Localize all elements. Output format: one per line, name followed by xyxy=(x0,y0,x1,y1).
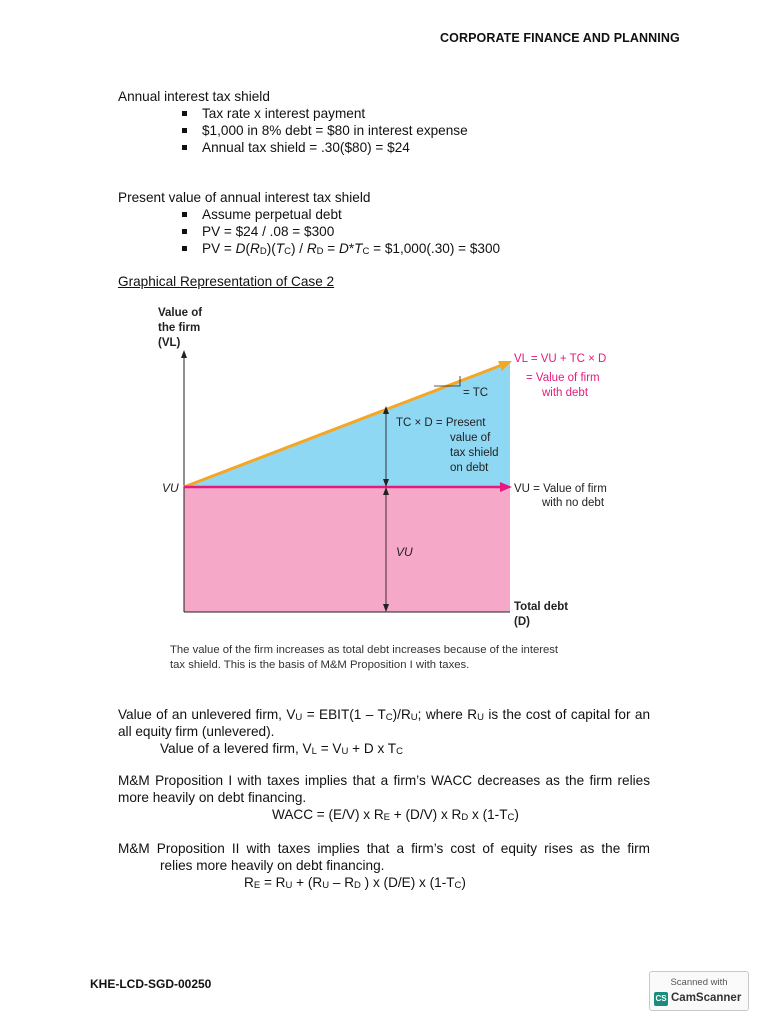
y-axis-arrow xyxy=(181,350,187,358)
bullet-item: PV = $24 / .08 = $300 xyxy=(182,223,650,240)
paragraph-mm-proposition-2 xyxy=(118,840,650,891)
levered-value-formula: Value of a levered firm, $V_L = V_U + D$ x $T_C$ xyxy=(160,741,403,757)
pink-area-unlevered-value xyxy=(184,487,510,612)
section-pv-tax-shield xyxy=(118,189,650,257)
section-heading: Present value of annual interest tax shield xyxy=(118,190,371,205)
wacc-formula: WACC = (E/V) x $R_E + (D/V)$ x $R_D$ x $(1-T_C)$ xyxy=(272,807,519,823)
graph-heading: Graphical Representation of Case 2 xyxy=(118,274,335,289)
bullet-item: PV = $D(R_D)(T_C) / R_D = D*T_C$ = $1,000(.30) = $300 xyxy=(182,240,650,257)
vu-axis-label: VU xyxy=(162,481,179,495)
bullet-item: Tax rate x interest payment xyxy=(182,105,650,122)
shield-label: TC × D = Present value of tax shield on debt xyxy=(396,417,499,474)
figure-caption: The value of the firm increases as total debt increases because of the interest tax shield. This is the basis of M&M Proposition I with taxes. xyxy=(170,644,559,671)
bullet-list xyxy=(118,206,650,257)
cost-of-equity-formula: $R_E = R_U + (R_U - R_D$ ) x (D/E) x $(1-T_C)$ xyxy=(244,875,466,891)
paragraph-unlevered-value xyxy=(118,706,650,757)
camscanner-name: CamScanner xyxy=(671,992,742,1004)
y-axis-label: Value of the firm (VL) xyxy=(158,307,203,349)
paragraph-text: relies more heavily on debt financing. xyxy=(160,858,385,873)
unlevered-line-label: VU = Value of firm with no debt xyxy=(514,483,607,509)
bullet-item: $1,000 in 8% debt = $80 in interest expense xyxy=(182,122,650,139)
levered-line-label: VL = VU + TC × D = Value of firm with debt xyxy=(514,353,607,399)
bullet-list xyxy=(118,105,650,156)
page-header: CORPORATE FINANCE AND PLANNING xyxy=(440,31,680,45)
mm-proposition-figure xyxy=(150,300,620,680)
document-code: KHE-LCD-SGD-00250 xyxy=(90,977,212,991)
scanned-with-label: Scanned with xyxy=(670,977,728,988)
section-heading: Annual interest tax shield xyxy=(118,89,270,104)
bullet-item: Assume perpetual debt xyxy=(182,206,650,223)
vu-lower-label: VU xyxy=(396,545,413,559)
slope-label: = TC xyxy=(463,387,489,399)
paragraph-text: M&M Proposition II with taxes implies that a firm’s cost of equity rises as the firm xyxy=(118,841,650,856)
x-axis-label: Total debt (D) xyxy=(514,601,569,628)
paragraph-mm-proposition-1 xyxy=(118,772,650,823)
camscanner-logo-icon: CS xyxy=(654,992,668,1006)
paragraph-text: Value of an unlevered firm, $V_U$ = EBIT(1 – $T_C)/R_U$; where $R_U$ is the cost of capital for an all equity firm (unlevered). xyxy=(118,707,651,739)
paragraph-text: M&M Proposition I with taxes implies that a firm’s WACC decreases as the firm relies more heavily on debt financing. xyxy=(118,773,650,805)
camscanner-badge xyxy=(649,971,749,1011)
section-interest-tax-shield xyxy=(118,88,650,156)
bullet-item: Annual tax shield = .30($80) = $24 xyxy=(182,139,650,156)
